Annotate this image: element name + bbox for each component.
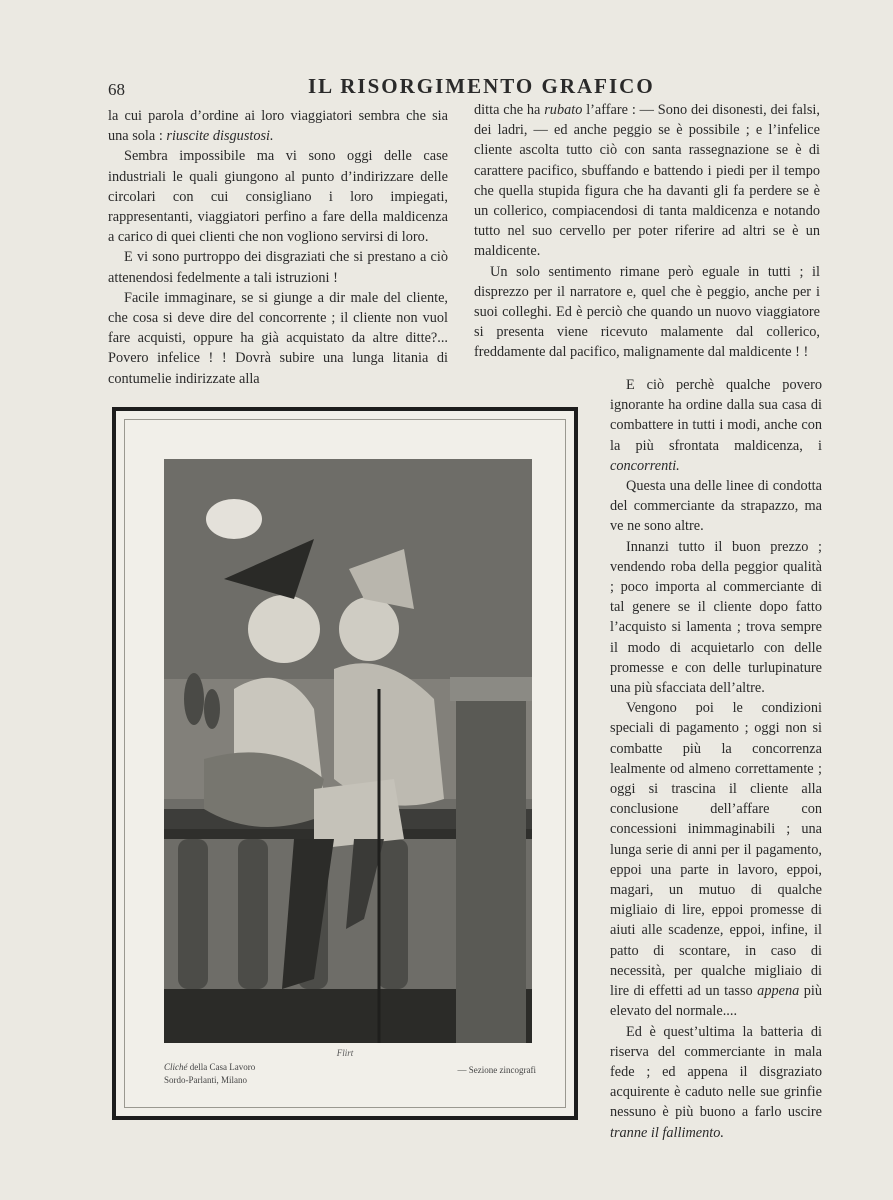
paragraph: Sembra impossibile ma vi sono oggi delle case industriali le quali giungono al punto d’indirizzare delle circolari con cui consigliano i loro impiegati, rappresentanti, viaggiatori perfino a fare della maldicenza a carico di quei clienti che non vogliono servirsi di loro. <box>108 148 448 246</box>
journal-title: IL RISORGIMENTO GRAFICO <box>308 74 655 98</box>
emphasis: riuscite disgustosi. <box>166 128 274 145</box>
paragraph: E ciò perchè qualche povero ignorante ha ordine dalla sua casa di combattere in tutti i modi, anche con la più sfrontata maldicenza, i concorrenti. <box>610 377 822 474</box>
paragraph: Vengono poi le condizioni speciali di pagamento ; oggi non si combatte più la concorrenza lealmente od almeno correttamente ; oggi si trascina il cliente alla conclusione dell’affare con concessioni inimmaginabili ; una lunga serie di anni per il pagamento, eppoi una parte in lavoro, eppoi, magari, un mutuo di qualche migliaio di lire, eppoi promesse di aiuti alle scadenze, eppoi, infine, il patto di scontare, in caso di necessità, per qualche migliaio di lire di effetti ad un tasso appena più elevato del normale.... <box>610 700 823 1020</box>
paragraph: Ed è quest’ultima la batteria di riserva del commerciante in mala fede ; ed appena il disgraziato acquirente è caduto nelle sue grinfie nessuno è più buono a farlo uscire tranne il fallimento. <box>610 1023 822 1141</box>
paragraph: Innanzi tutto il buon prezzo ; vendendo roba della peggior qualità ; poco importa al commerciante di tal genere se il cliente dopo fatto l’acquisto si lamenta ; trova sempre il modo di acquietarlo con delle promesse e con delle turlupinature una più sfacciata dell’altre. <box>610 538 822 697</box>
emphasis: appena <box>757 983 800 1000</box>
paragraph: E vi sono purtroppo dei disgraziati che si prestano a ciò attenendosi fedelmente a tali istruzioni ! <box>108 249 448 286</box>
paragraph: ditta che ha rubato l’affare : — Sono dei disonesti, dei falsi, dei ladri, — ed anche peggio se è possibile ; e l’infelice cliente ascolta tutto ciò con santa rassegnazione se è di carattere pacifico, sbuffando e battendo i piedi per il tempo che quella stupida figura che ha davanti gli fa perdere se è un collerico, compiacendosi di tanta maldicenza e notando tutto nel suo cervello per poter riferire ad altri se è un maldicente. <box>474 102 820 260</box>
running-head <box>108 74 838 102</box>
paragraph: Facile immaginare, se si giunge a dir male del cliente, che cosa si deve dire del concorrente ; il cliente non vuol fare acquisti, oppure ha già acquistato da altre ditte?... Povero infelice ! ! Dovrà subire una lunga litania di contumelie indirizzate alla <box>108 289 448 387</box>
emphasis: tranne il fallimento. <box>610 1124 724 1141</box>
photograph <box>164 459 532 1043</box>
paragraph: Un solo sentimento rimane però eguale in tutti ; il disprezzo per il narratore e, quel che è peggio, anche per i suoi colleghi. Ed è perciò che quando un nuovo viaggiatore si presenta viene ricevuto malamente dal collerico, freddamente dal pacifico, malignamente dal maldicente ! ! <box>474 263 820 361</box>
photo-illustration <box>164 459 532 1043</box>
paragraph: Questa una delle linee di condotta del commerciante da strapazzo, ma ve ne sono altre. <box>610 478 822 535</box>
right-column-bottom <box>610 375 822 1143</box>
emphasis: concorrenti. <box>610 457 680 474</box>
page-number: 68 <box>108 80 125 99</box>
right-column-top <box>474 100 820 363</box>
emphasis: rubato <box>544 102 583 118</box>
photo-plate <box>112 407 578 1120</box>
left-column <box>108 106 448 389</box>
plate-title: Flirt <box>336 1048 354 1058</box>
plate-section: — Sezione zincografi <box>457 1065 536 1075</box>
emphasis: Cliché <box>164 1062 188 1072</box>
plate-credit: Cliché della Casa Lavoro Sordo-Parlanti, Milano <box>164 1062 256 1085</box>
paragraph: la cui parola d’ordine ai loro viaggiatori sembra che sia una sola : riuscite disgustosi. <box>108 108 448 145</box>
